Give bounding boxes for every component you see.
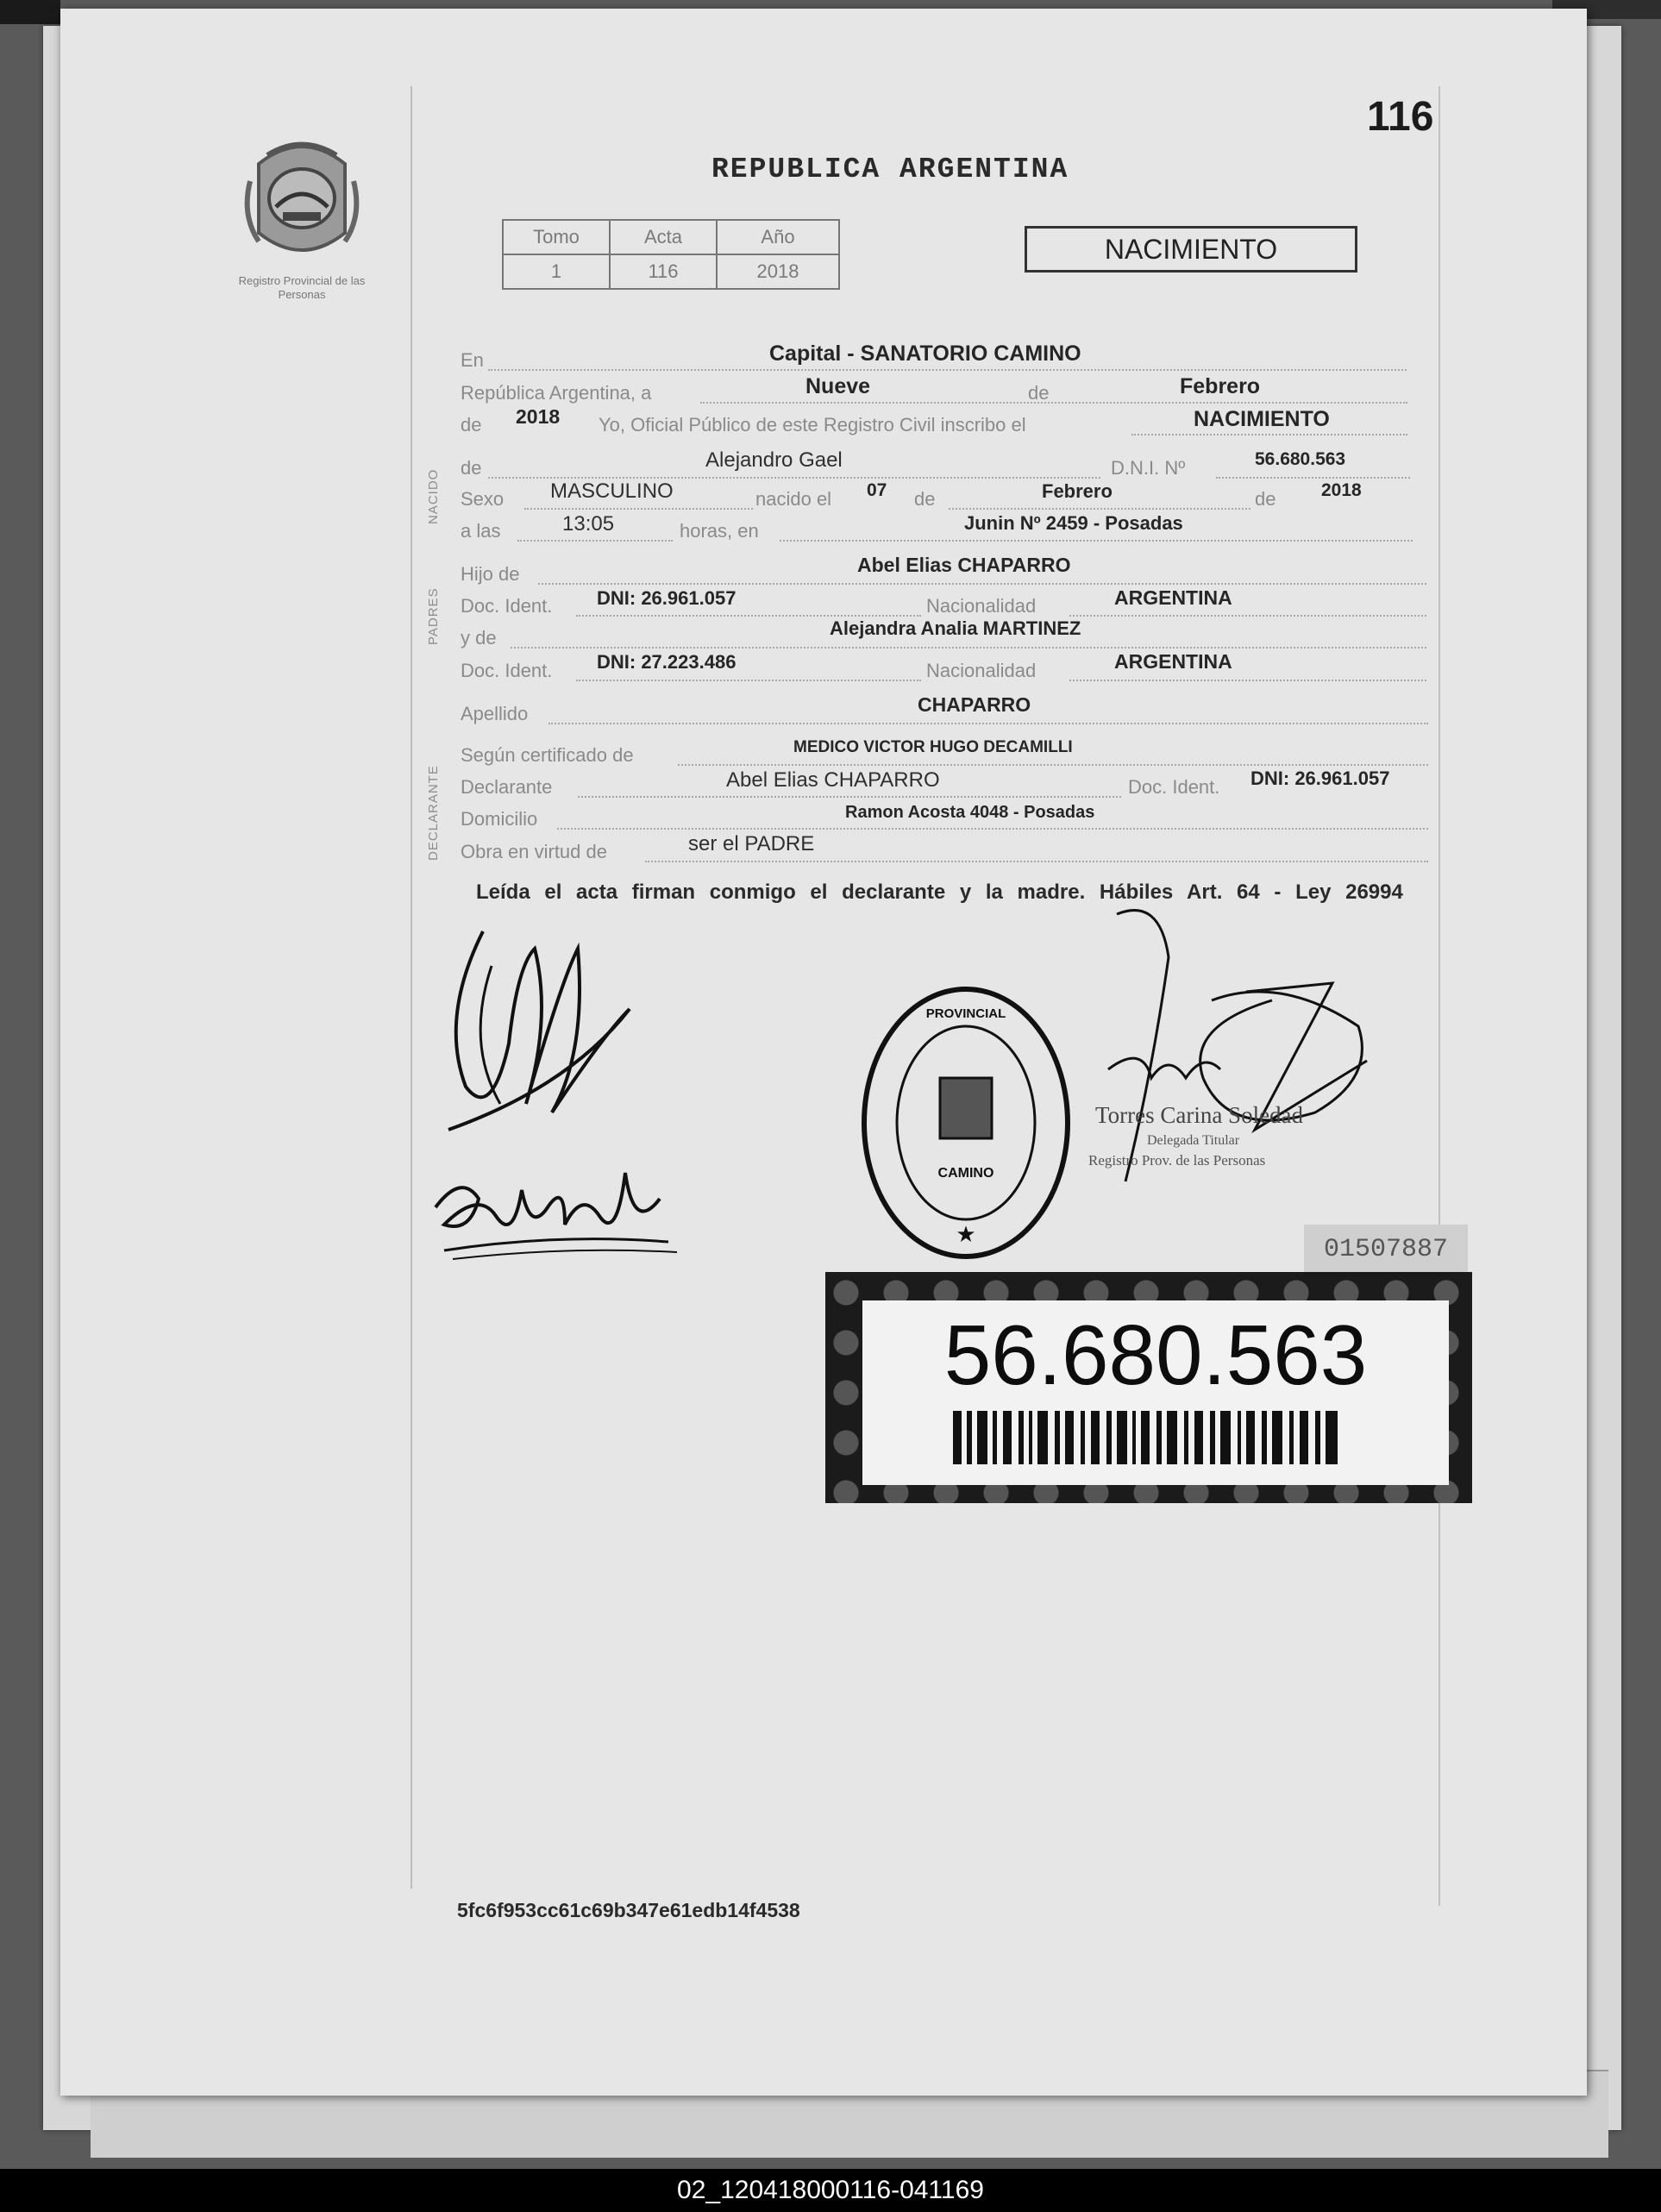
birth-day-value: 07 — [867, 480, 887, 500]
mother-doc-value: DNI: 27.223.486 — [597, 651, 736, 673]
registration-header: Tomo — [503, 220, 610, 254]
label-doc-ident-mother: Doc. Ident. — [461, 660, 553, 681]
section-label-parents: PADRES — [426, 587, 441, 645]
label-en: En — [461, 349, 484, 371]
dotted-line — [1216, 477, 1410, 479]
act-number: 116 — [1367, 94, 1434, 140]
dotted-line — [576, 615, 921, 617]
dotted-line — [517, 540, 673, 542]
section-label-declarant: DECLARANTE — [426, 765, 441, 861]
label-nacido-el: nacido el — [755, 488, 832, 510]
dotted-line — [548, 723, 1428, 724]
label-dni: D.N.I. Nº — [1111, 457, 1186, 479]
label-segun: Según certificado de — [461, 744, 634, 766]
certificate-value: MEDICO VICTOR HUGO DECAMILLI — [793, 738, 1073, 756]
mother-signature — [427, 1138, 686, 1276]
form-frame-right — [1438, 86, 1440, 1906]
dotted-line — [578, 796, 1121, 798]
registration-acta: 116 — [610, 254, 717, 289]
dotted-line — [488, 477, 1100, 479]
label-domicilio: Domicilio — [461, 808, 538, 830]
label-declarante: Declarante — [461, 776, 553, 798]
registry-seal — [858, 983, 1074, 1263]
id-label-number: 56.680.563 — [943, 1307, 1368, 1402]
registration-value-row — [503, 254, 839, 289]
dotted-line — [1069, 680, 1426, 681]
address-value: Ramon Acosta 4048 - Posadas — [845, 803, 1095, 822]
dotted-line — [1131, 434, 1407, 436]
label-de-anio: de — [1255, 488, 1276, 510]
declarant-signature — [431, 914, 647, 1147]
provincial-emblem-icon — [241, 129, 362, 267]
label-doc-ident-declarant: Doc. Ident. — [1128, 776, 1220, 798]
dotted-line — [678, 764, 1428, 766]
dotted-line — [700, 402, 1407, 404]
form-frame-left — [411, 86, 412, 1889]
birth-month-value: Febrero — [1042, 480, 1113, 502]
registration-tomo: 1 — [503, 254, 610, 289]
dotted-line — [524, 508, 753, 510]
father-name-value: Abel Elias CHAPARRO — [857, 554, 1071, 576]
label-republica: República Argentina, a — [461, 382, 652, 404]
document-hash: 5fc6f953cc61c69b347e61edb14f4538 — [457, 1899, 800, 1921]
dotted-line — [576, 680, 921, 681]
registration-table — [502, 219, 840, 290]
label-sexo: Sexo — [461, 488, 505, 510]
label-de-person: de — [461, 457, 482, 479]
capacity-value: ser el PADRE — [688, 832, 815, 855]
section-label-birth: NACIDO — [426, 468, 441, 524]
svg-text:PROVINCIAL: PROVINCIAL — [925, 1006, 1006, 1021]
officer-office: Registro Prov. de las Personas — [1088, 1152, 1266, 1169]
scan-edge — [0, 0, 60, 24]
dotted-line — [538, 583, 1426, 585]
birth-place-value: Junin Nº 2459 - Posadas — [964, 512, 1183, 534]
emblem-caption: Registro Provincial de las Personas — [238, 274, 366, 301]
barcode-icon — [953, 1411, 1341, 1464]
serial-number: 01507887 — [1304, 1225, 1468, 1275]
name-value: Alejandro Gael — [705, 448, 843, 472]
closing-statement: Leída el acta firman conmigo el declarante y la madre. Hábiles Art. 64 - Ley 26994 — [476, 880, 1403, 904]
registration-header-row — [503, 220, 839, 254]
dotted-line — [557, 828, 1428, 830]
label-y-de: y de — [461, 627, 497, 649]
label-obra: Obra en virtud de — [461, 841, 607, 862]
dotted-line — [780, 540, 1413, 542]
sex-value: MASCULINO — [550, 479, 674, 503]
label-apellido: Apellido — [461, 703, 529, 724]
officer-role: Delegada Titular — [1147, 1133, 1240, 1148]
day-value: Nueve — [805, 374, 871, 398]
dni-value: 56.680.563 — [1255, 449, 1346, 469]
label-horas: horas, en — [680, 520, 759, 542]
registration-header: Año — [717, 220, 839, 254]
registration-year: 2018 — [717, 254, 839, 289]
declarant-value: Abel Elias CHAPARRO — [726, 768, 940, 792]
mother-nationality-value: ARGENTINA — [1114, 650, 1232, 673]
officer-signature — [1074, 905, 1401, 1216]
label-doc-ident-father: Doc. Ident. — [461, 595, 553, 617]
place-value: Capital - SANATORIO CAMINO — [769, 342, 1081, 366]
label-oficial: Yo, Oficial Público de este Registro Civil inscribo el — [599, 414, 1026, 436]
dotted-line — [645, 861, 1428, 862]
month-value: Febrero — [1180, 374, 1261, 398]
dotted-line — [949, 508, 1250, 510]
label-nationality-father: Nacionalidad — [926, 595, 1037, 617]
dotted-line — [1069, 615, 1426, 617]
label-nationality-mother: Nacionalidad — [926, 660, 1037, 681]
birth-time-value: 13:05 — [562, 512, 615, 536]
father-nationality-value: ARGENTINA — [1114, 586, 1232, 609]
dotted-line — [488, 369, 1407, 371]
file-id-bar: 02_120418000116-041169 — [0, 2169, 1661, 2212]
father-doc-value: DNI: 26.961.057 — [597, 587, 736, 609]
year-value: 2018 — [516, 405, 561, 428]
officer-name: Torres Carina Soledad — [1095, 1102, 1304, 1128]
birth-year-value: 2018 — [1321, 480, 1362, 500]
registration-header: Acta — [610, 220, 717, 254]
dotted-line — [511, 647, 1426, 649]
mother-name-value: Alejandra Analia MARTINEZ — [830, 617, 1081, 639]
surname-value: CHAPARRO — [918, 693, 1031, 716]
svg-text:★: ★ — [956, 1221, 976, 1247]
label-de-year: de — [461, 414, 482, 436]
label-de-mes: de — [914, 488, 936, 510]
record-type-box: NACIMIENTO — [1025, 226, 1357, 273]
declarant-doc-value: DNI: 26.961.057 — [1250, 768, 1390, 789]
document-title: REPUBLICA ARGENTINA — [711, 154, 1069, 185]
registered-value: NACIMIENTO — [1194, 407, 1330, 431]
svg-text:CAMINO: CAMINO — [937, 1166, 994, 1181]
label-a-las: a las — [461, 520, 501, 542]
label-hijo-de: Hijo de — [461, 563, 520, 585]
label-de: de — [1028, 382, 1050, 404]
